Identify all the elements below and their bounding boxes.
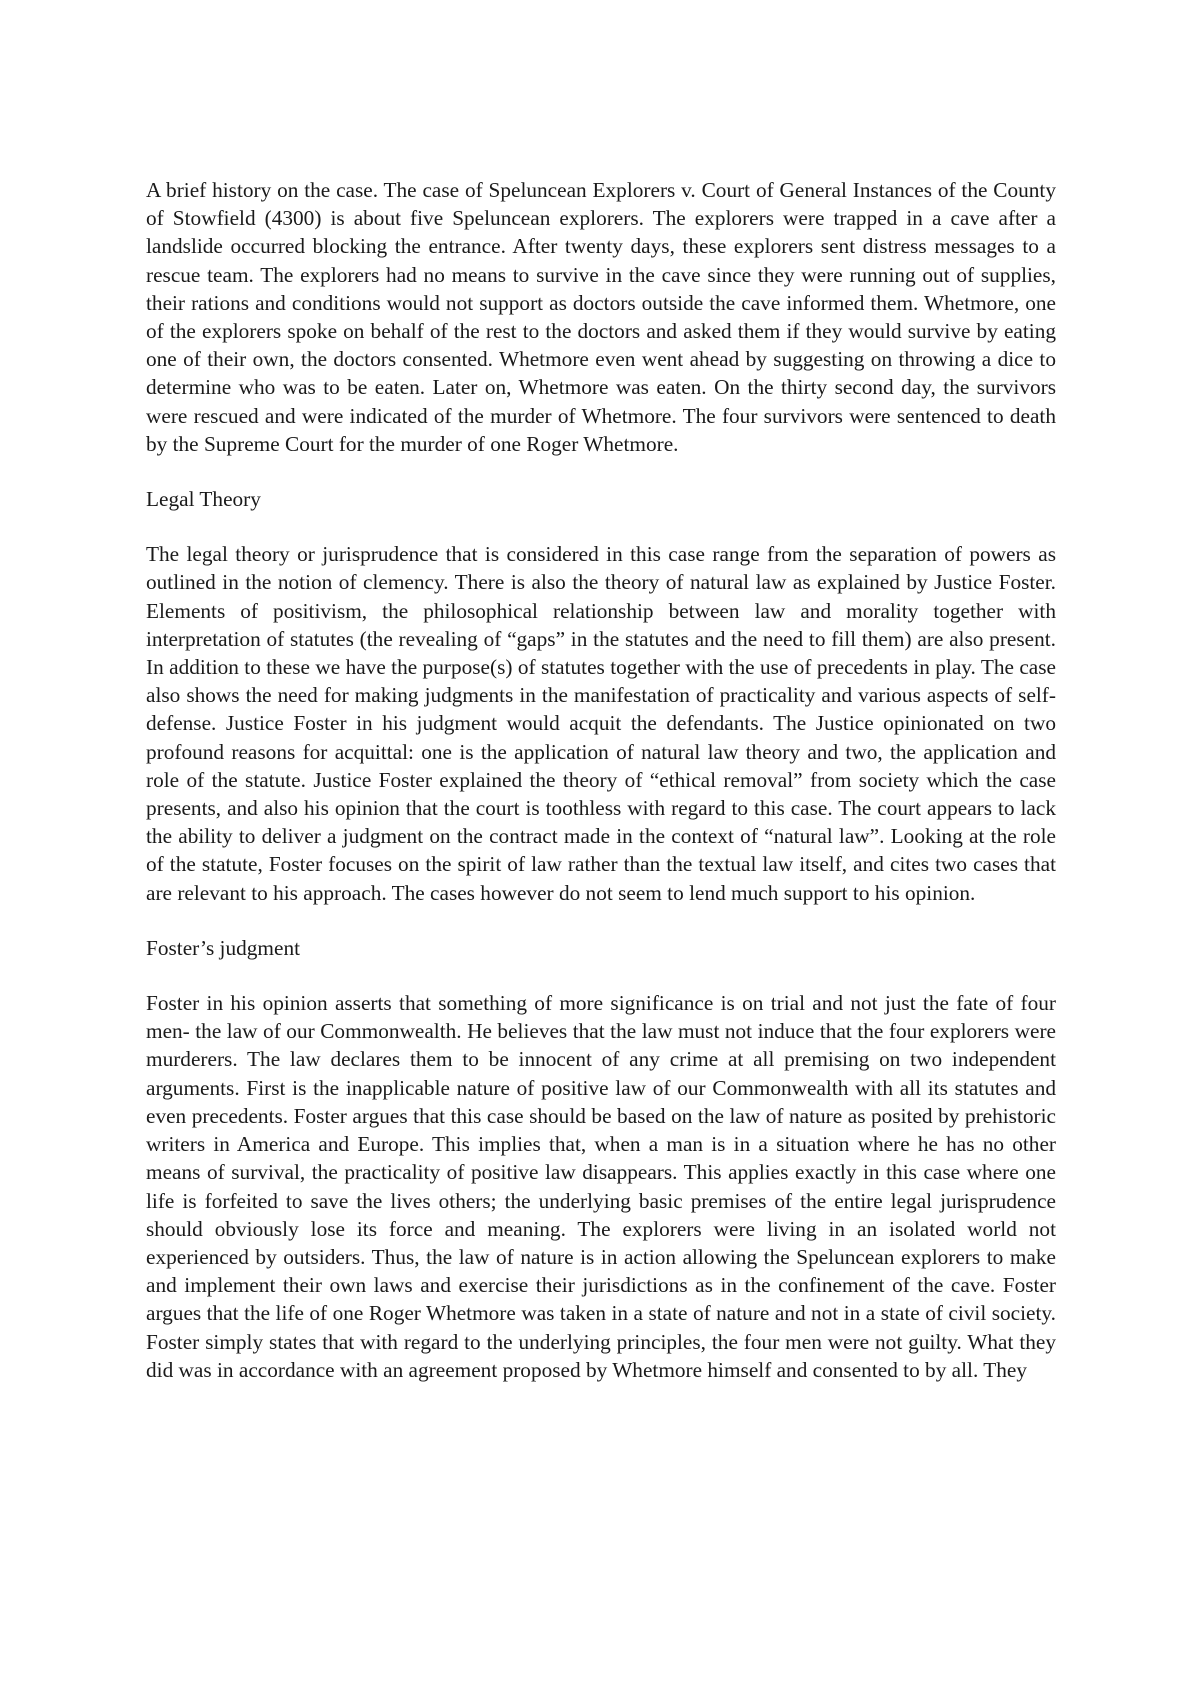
fosters-judgment-heading: Foster’s judgment [146, 935, 301, 960]
paragraph-spacer [146, 513, 1056, 540]
legal-theory-heading: Legal Theory [146, 487, 261, 512]
paragraph-spacer [146, 458, 1056, 485]
document-body [146, 176, 1056, 1384]
case-history-paragraph: A brief history on the case. The case of Speluncean Explorers v. Court of General Instances of the County of Stowfield (4300) is about five Speluncean explorers. The explorers were trapped in a cave after a landslide occurred blocking the entrance. After twenty days, these explorers sent distress messages to a rescue team. The explorers had no means to survive in the cave since they were running out of supplies, their rations and conditions would not support as doctors outside the cave informed them. Whetmore, one of the explorers spoke on behalf of the rest to the doctors and asked them if they would survive by eating one of their own, the doctors consented. Whetmore even went ahead by suggesting on throwing a dice to determine who was to be eaten. Later on, Whetmore was eaten. On the thirty second day, the survivors were rescued and were indicated of the murder of Whetmore. The four survivors were sentenced to death by the Supreme Court for the murder of one Roger Whetmore. [146, 178, 1056, 456]
legal-theory-paragraph: The legal theory or jurisprudence that is considered in this case range from the separation of powers as outlined in the notion of clemency. There is also the theory of natural law as explained by Justice Foster. Elements of positivism, the philosophical relationship between law and morality together with interpretation of statutes (the revealing of “gaps” in the statutes and the need to fill them) are also present. In addition to these we have the purpose(s) of statutes together with the use of precedents in play. The case also shows the need for making judgments in the manifestation of practicality and various aspects of self-defense. Justice Foster in his judgment would acquit the defendants. The Justice opinionated on two profound reasons for acquittal: one is the application of natural law theory and two, the application and role of the statute. Justice Foster explained the theory of “ethical removal” from society which the case presents, and also his opinion that the court is toothless with regard to this case. The court appears to lack the ability to deliver a judgment on the contract made in the context of “natural law”. Looking at the role of the statute, Foster focuses on the spirit of law rather than the textual law itself, and cites two cases that are relevant to his approach. The cases however do not seem to lend much support to his opinion. [146, 542, 1056, 905]
fosters-judgment-paragraph: Foster in his opinion asserts that something of more significance is on trial and not just the fate of four men- the law of our Commonwealth. He believes that the law must not induce that the four explorers were murderers. The law declares them to be innocent of any crime at all premising on two independent arguments. First is the inapplicable nature of positive law of our Commonwealth with all its statutes and even precedents. Foster argues that this case should be based on the law of nature as posited by prehistoric writers in America and Europe. This implies that, when a man is in a situation where he has no other means of survival, the practicality of positive law disappears. This applies exactly in this case where one life is forfeited to save the lives others; the underlying basic premises of the entire legal jurisprudence should obviously lose its force and meaning. The explorers were living in an isolated world not experienced by outsiders. Thus, the law of nature is in action allowing the Speluncean explorers to make and implement their own laws and exercise their jurisdictions as in the confinement of the cave. Foster argues that the life of one Roger Whetmore was taken in a state of nature and not in a state of civil society. Foster simply states that with regard to the underlying principles, the four men were not guilty. What they did was in accordance with an agreement proposed by Whetmore himself and consented to by all. They [146, 991, 1056, 1382]
paragraph-spacer [146, 907, 1056, 934]
paragraph-spacer [146, 962, 1056, 989]
